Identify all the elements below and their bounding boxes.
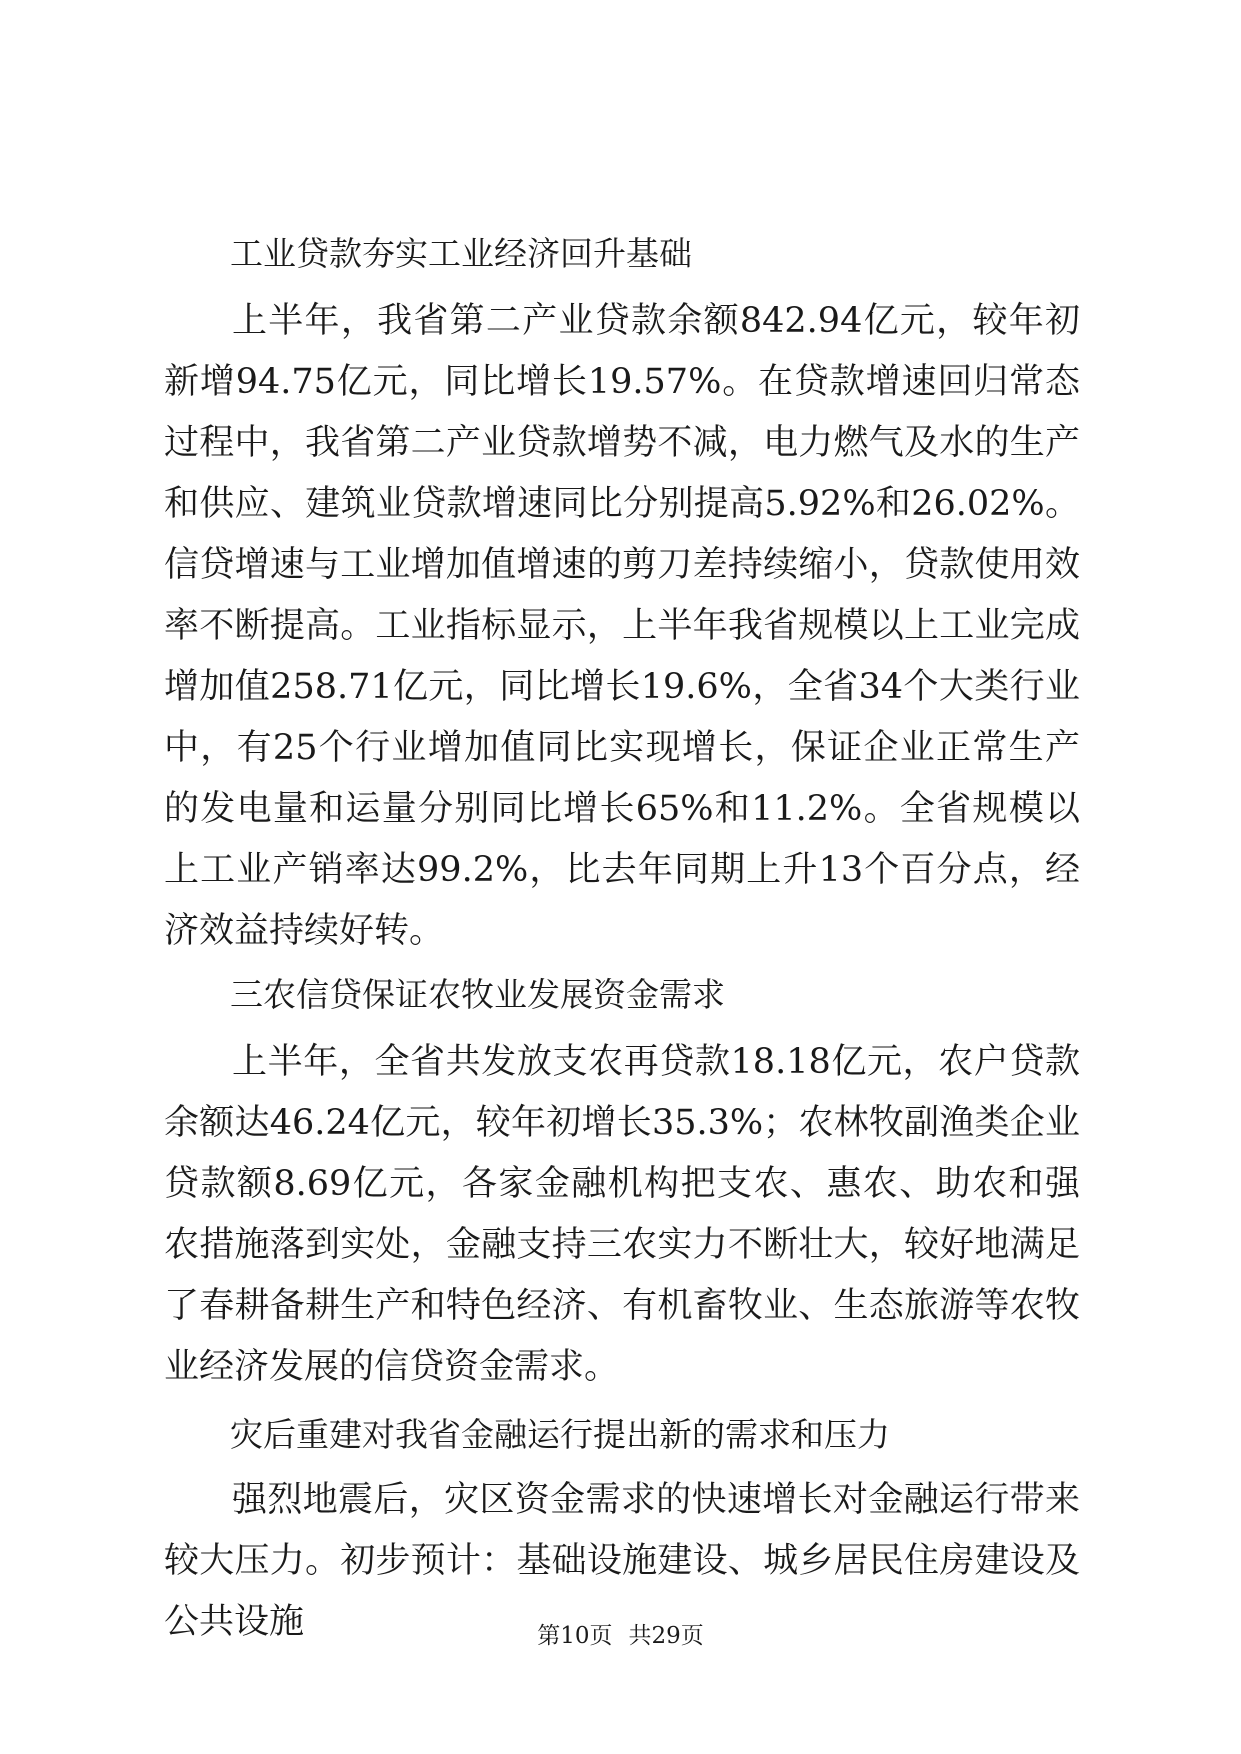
section-heading-industrial-loans: 工业贷款夯实工业经济回升基础 (230, 234, 692, 273)
page-footer (0, 1621, 1241, 1651)
document-body (164, 224, 1080, 1653)
page-number: 第10页 (537, 1623, 613, 1649)
section-heading-post-disaster-reconstruction: 灾后重建对我省金融运行提出新的需求和压力 (230, 1415, 890, 1454)
page-total: 共29页 (628, 1623, 704, 1649)
section-paragraph-agricultural-credit: 上半年，全省共发放支农再贷款18.18亿元，农户贷款余额达46.24亿元，较年初增长35.3%；农林牧副渔类企业贷款额8.69亿元，各家金融机构把支农、惠农、助农和强农措施落到实处，金融支持三农实力不断壮大，较好地满足了春耕备耕生产和特色经济、有机畜牧业、生态旅游等农牧业经济发展的信贷资金需求。 (164, 1042, 1080, 1387)
section-paragraph-post-disaster-reconstruction: 强烈地震后，灾区资金需求的快速增长对金融运行带来较大压力。初步预计：基础设施建设、城乡居民住房建设及公共设施 (164, 1480, 1080, 1642)
section-paragraph-industrial-loans: 上半年，我省第二产业贷款余额842.94亿元，较年初新增94.75亿元，同比增长19.57%。在贷款增速回归常态过程中，我省第二产业贷款增势不减，电力燃气及水的生产和供应、建筑业贷款增速同比分别提高5.92%和26.02%。信贷增速与工业增加值增速的剪刀差持续缩小，贷款使用效率不断提高。工业指标显示，上半年我省规模以上工业完成增加值258.71亿元，同比增长19.6%，全省34个大类行业中，有25个行业增加值同比实现增长，保证企业正常生产的发电量和运量分别同比增长65%和11.2%。全省规模以上工业产销率达99.2%，比去年同期上升13个百分点，经济效益持续好转。 (164, 301, 1080, 951)
section-heading-agricultural-credit: 三农信贷保证农牧业发展资金需求 (230, 975, 725, 1014)
